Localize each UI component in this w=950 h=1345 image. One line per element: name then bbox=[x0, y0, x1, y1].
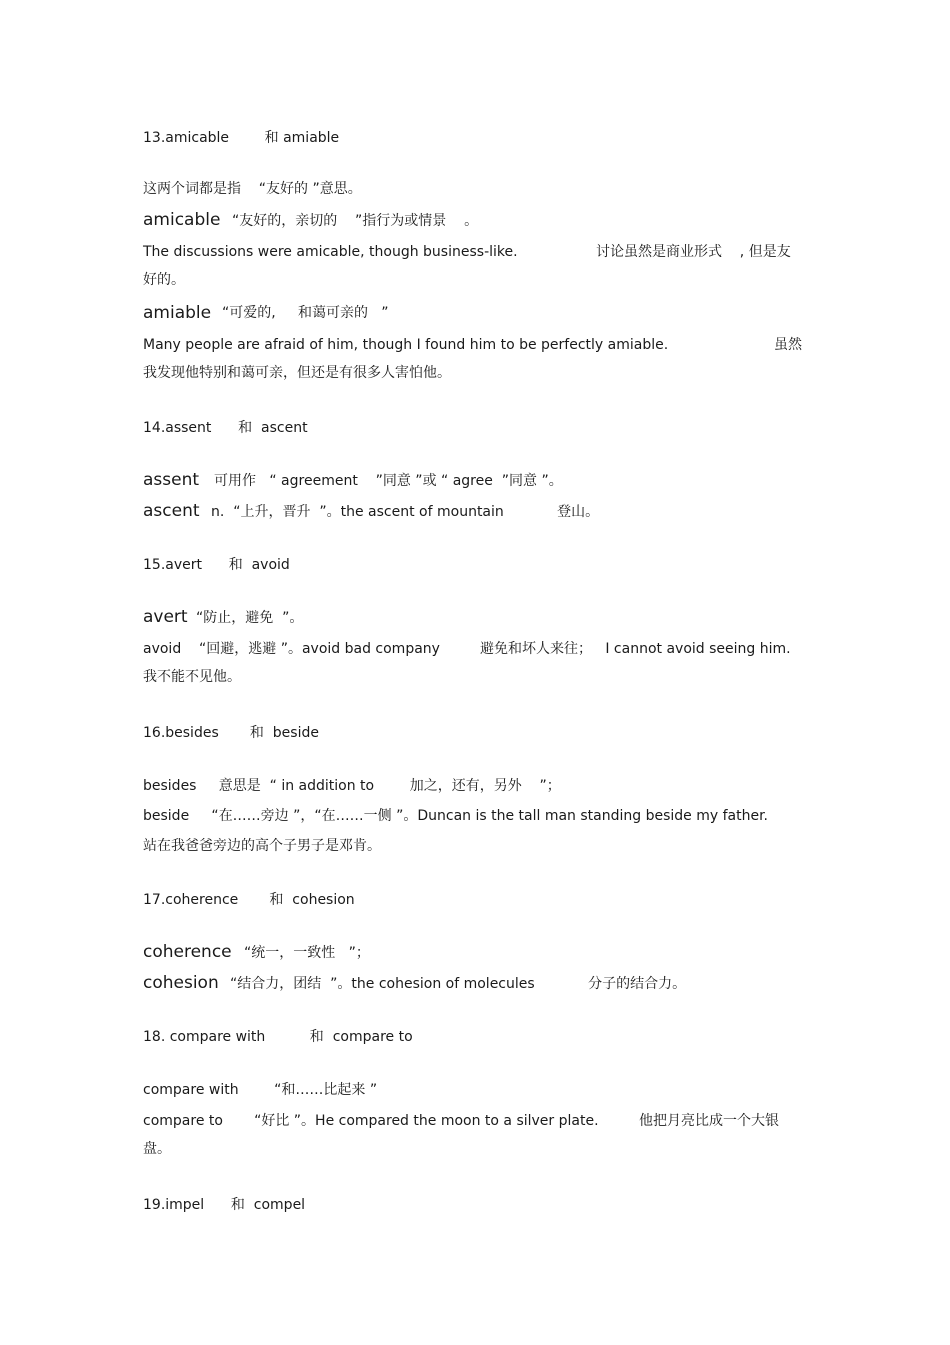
text-line: 我不能不见他。 bbox=[143, 669, 241, 685]
text-line: beside “在……旁边 ”，“在……一侧 ”。Duncan is the tall man standing beside my father. bbox=[143, 808, 769, 824]
example-zh: 他把月亮比成一个大银 bbox=[639, 1113, 779, 1129]
text-line: compare with “和……比起来 ” bbox=[143, 1082, 378, 1098]
term-amiable: amiable bbox=[143, 303, 212, 323]
text-line: 我发现他特别和蔼可亲，但还是有很多人害怕他。 bbox=[143, 365, 451, 381]
definition-cohesion: “结合力，团结 ”。the cohesion of molecules 分子的结合力。 bbox=[230, 976, 687, 992]
definition-coherence: “统一，一致性 ”； bbox=[244, 945, 370, 961]
text-line: 这两个词都是指 “友好的 ”意思。 bbox=[143, 181, 362, 197]
text-line: 站在我爸爸旁边的高个子男子是邓肯。 bbox=[143, 838, 381, 854]
section-heading-17: 17.coherence 和 cohesion bbox=[143, 892, 355, 908]
section-heading-19: 19.impel 和 compel bbox=[143, 1197, 306, 1213]
example-en: The discussions were amicable, though business-like. bbox=[143, 244, 518, 260]
example-en: compare to “好比 ”。He compared the moon to a silver plate. bbox=[143, 1113, 599, 1129]
text-line: 好的。 bbox=[143, 272, 185, 288]
term-ascent: ascent bbox=[143, 501, 200, 521]
term-avert: avert bbox=[143, 607, 188, 627]
section-heading-16: 16.besides 和 beside bbox=[143, 725, 319, 741]
section-heading-15: 15.avert 和 avoid bbox=[143, 557, 290, 573]
text-line: avoid “回避，逃避 ”。avoid bad company 避免和坏人来往； I cannot avoid seeing him. bbox=[143, 641, 791, 657]
definition-amicable: “友好的，亲切的 ”指行为或情景 。 bbox=[232, 213, 479, 229]
text-line: besides 意思是 “ in addition to 加之，还有，另外 ”； bbox=[143, 778, 561, 794]
example-zh: 讨论虽然是商业形式 , 但是友 bbox=[596, 244, 791, 260]
example-en: Many people are afraid of him, though I found him to be perfectly amiable. bbox=[143, 337, 669, 353]
term-amicable: amicable bbox=[143, 210, 221, 230]
section-heading-14: 14.assent 和 ascent bbox=[143, 420, 308, 436]
text-line: 盘。 bbox=[143, 1141, 171, 1157]
definition-ascent: n. “上升，晋升 ”。the ascent of mountain 登山。 bbox=[211, 504, 600, 520]
example-zh: 虽然 bbox=[774, 337, 802, 353]
term-cohesion: cohesion bbox=[143, 973, 219, 993]
section-heading-18: 18. compare with 和 compare to bbox=[143, 1029, 413, 1045]
term-assent: assent bbox=[143, 470, 200, 490]
section-heading-13: 13.amicable 和 amiable bbox=[143, 130, 340, 146]
definition-amiable: “可爱的, 和蔼可亲的 ” bbox=[222, 305, 389, 321]
term-coherence: coherence bbox=[143, 942, 232, 962]
definition-assent: 可用作 “ agreement ”同意 ”或 “ agree ”同意 ”。 bbox=[214, 473, 563, 489]
definition-avert: “防止，避免 ”。 bbox=[196, 610, 304, 626]
